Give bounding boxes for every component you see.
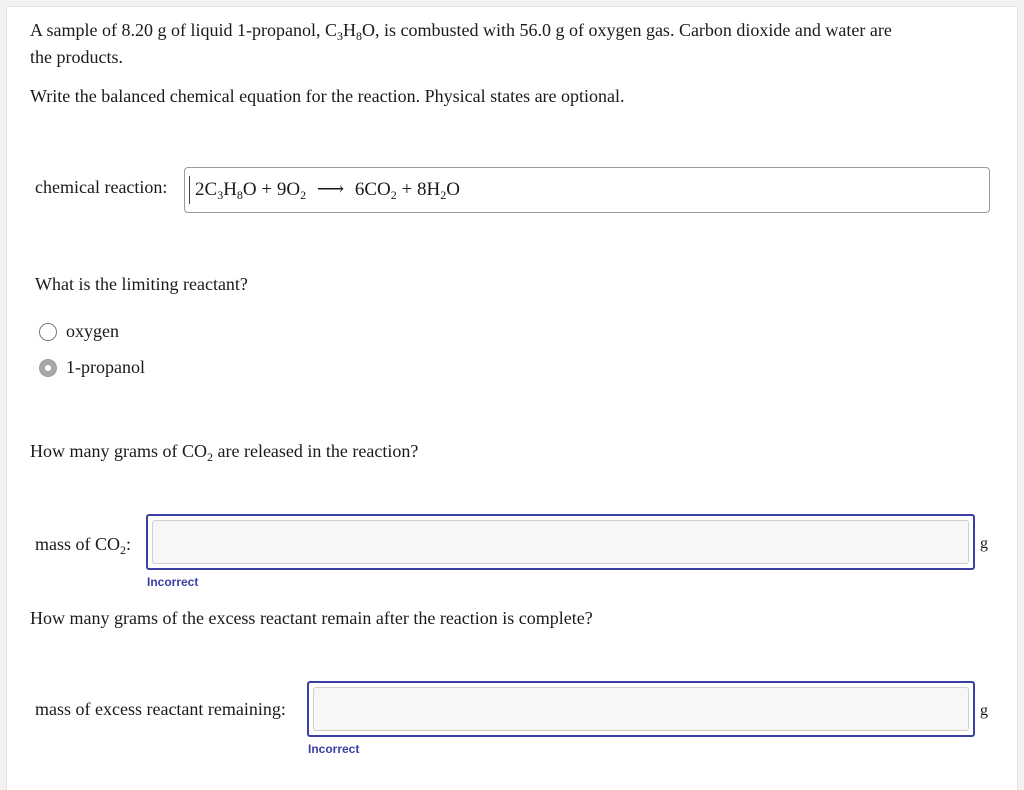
co2-feedback: Incorrect	[147, 575, 199, 589]
equation-text: $2C_3H_8O + 9O_2$ ⟶ $6CO_2 + 8H_2O$	[195, 179, 460, 202]
excess-unit: g	[980, 702, 988, 719]
radio-1-propanol[interactable]	[39, 359, 57, 377]
reaction-arrow-icon: ⟶	[316, 179, 345, 200]
problem-statement: A sample of 8.20 g of liquid 1-propanol, $C_3H_8O$, is combusted with 56.0 g of oxygen gas. Carbon dioxide and water are	[30, 20, 892, 43]
limiting-question: What is the limiting reactant?	[35, 274, 248, 294]
option-oxygen-label[interactable]: oxygen	[66, 321, 119, 341]
question-card	[6, 6, 1018, 790]
equation-input[interactable]	[184, 167, 990, 213]
co2-unit: g	[980, 535, 988, 552]
excess-feedback: Incorrect	[308, 742, 360, 756]
co2-mass-label: mass of $CO_2$:	[35, 534, 132, 557]
excess-question: How many grams of the excess reactant remain after the reaction is complete?	[30, 608, 593, 628]
excess-mass-input[interactable]	[314, 688, 968, 730]
co2-question: How many grams of $CO_2$ are released in the reaction?	[30, 441, 419, 464]
co2-mass-input[interactable]	[153, 521, 968, 563]
excess-mass-field[interactable]	[307, 681, 975, 737]
equation-label: chemical reaction:	[35, 177, 168, 197]
option-1-propanol-label[interactable]: 1-propanol	[66, 357, 145, 377]
radio-oxygen[interactable]	[39, 323, 57, 341]
co2-mass-field[interactable]	[146, 514, 975, 570]
instruction: Write the balanced chemical equation for the reaction. Physical states are optional.	[30, 86, 625, 106]
problem-statement-line2: the products.	[30, 47, 123, 67]
excess-mass-label: mass of excess reactant remaining:	[35, 699, 286, 719]
